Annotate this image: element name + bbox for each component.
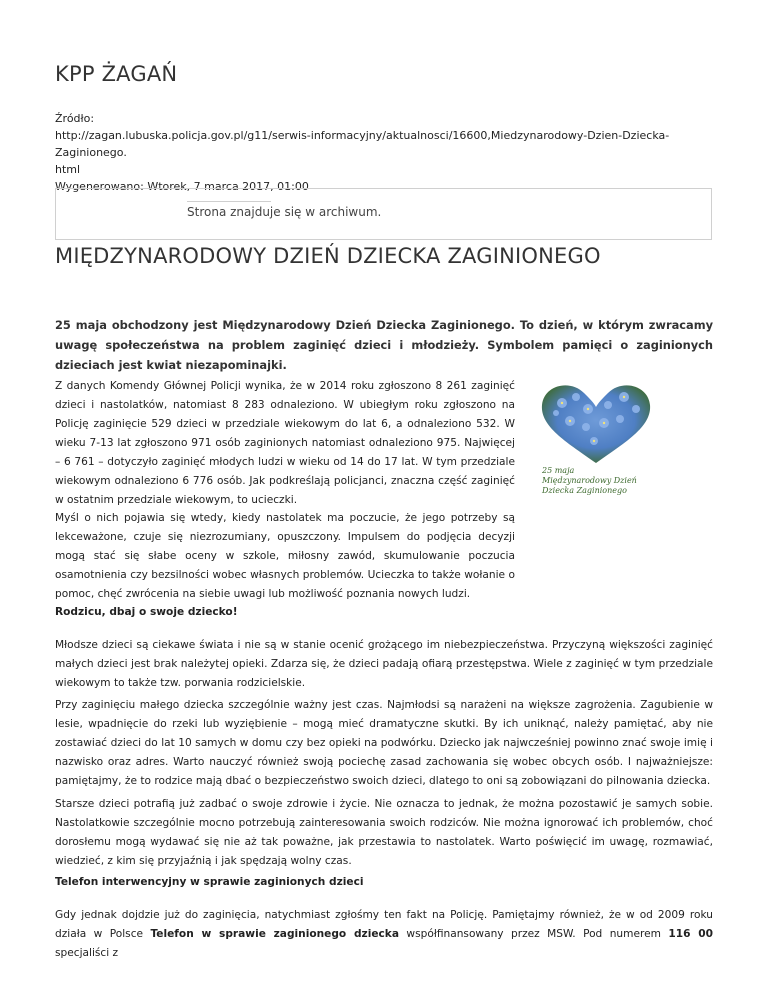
source-url-end[interactable]: html — [55, 163, 81, 176]
image-caption-line1: 25 maja — [542, 466, 575, 475]
paragraph-time-matters: Przy zaginięciu małego dziecka szczególnie ważny jest czas. Najmłodsi są narażeni na większe zagrożenia. Zagubienie w lesie, wpadnięcie do rzeki lub wyziębienie – mogą mieć dramatyczne skutki. By ich uniknąć, należy pamiętać, aby nie zostawiać dzieci do lat 10 samych w domu czy bez opieki na podwórku. Dziecko jak najwcześniej powinno znać swoje imię i nazwisko oraz adres. Warto nauczyć również swoją pociechę zasad zachowania się wobec obcych osób. I najważniejsze: pamiętajmy, że to rodzice mają dbać o bezpieczeństwo swoich dzieci, dlatego to oni są zobowiązani do pilnowania dziecka. — [55, 699, 713, 787]
paragraph-hotline — [55, 906, 713, 963]
hotline-text-c: współfinansowany przez MSW. Pod numerem — [399, 928, 669, 940]
forget-me-not-heart-image — [528, 377, 664, 501]
article-lead: 25 maja obchodzony jest Międzynarodowy Dzień Dziecka Zaginionego. To dzień, w którym zwracamy uwagę społeczeństwa na problem zaginięć dzieci i młodzieży. Symbolem pamięci o zaginionych dzieciach jest kwiat niezapominajki. — [55, 318, 713, 372]
hotline-text-a: Gdy jednak dojdzie już do zaginięcia, natychmiast zgłośmy ten fakt na Policję. Pamiętajmy również, że w od 2009 roku działa w Polsce — [55, 909, 713, 940]
source-label: Źródło: — [55, 112, 95, 125]
article-title: MIĘDZYNARODOWY DZIEŃ DZIECKA ZAGINIONEGO — [55, 244, 601, 268]
paragraph-young-children: Młodsze dzieci są ciekawe świata i nie są w stanie ocenić grożącego im niebezpieczeństwa. Przyczyną większości zaginięć małych dzieci jest brak należytej opieki. Zdarza się, że dzieci padają ofiarą przestępstwa. Wiele z zaginięć w tym przedziale wiekowym to także tzw. porwania rodzicielskie. — [55, 639, 713, 689]
image-caption-line3: Dziecka Zaginionego — [542, 486, 627, 495]
hotline-number: 116 00 — [668, 928, 713, 940]
image-caption-line2: Międzynarodowy Dzień — [542, 476, 637, 485]
archive-notice-box — [55, 188, 712, 240]
paragraph-statistics: Z danych Komendy Głównej Policji wynika, że w 2014 roku zgłoszono 8 261 zaginięć dzieci i nastolatków, natomiast 8 283 odnaleziono. W ubiegłym roku zgłoszono na Policję zaginięcie 529 dzieci w przedziale wiekowym do lat 6, a odnaleziono 532. W wieku 7-13 lat zgłoszono 971 osób zaginionych natomiast odnaleziono 975. Najwięcej – 6 761 – dotyczyło zaginięć młodych ludzi w wieku od 14 do 17 lat. W tym przedziale wiekowym odnaleziono 6 776 osób. Jak podkreślają policjanci, znaczna część zaginięć w ostatnim przedziale wiekowym, to ucieczki. — [55, 380, 515, 506]
hotline-name: Telefon w sprawie zaginionego dziecka — [150, 928, 399, 940]
subheading-parents: Rodzicu, dbaj o swoje dziecko! — [55, 606, 238, 618]
site-title: KPP ŻAGAŃ — [55, 62, 178, 86]
paragraph-escape: Myśl o nich pojawia się wtedy, kiedy nastolatek ma poczucie, że jego potrzeby są lekceważone, czuje się niezrozumiany, opuszczony. Impulsem do podjęcia decyzji mogą stać się słabe oceny w szkole, miłosny zawód, skumulowanie poczucia osamotnienia czy bezsilności wobec własnych problemów. Ucieczka to także wołanie o pomoc, chęć zwrócenia na siebie uwagi lub możliwość poznania nowych ludzi. — [55, 512, 515, 600]
divider — [187, 201, 271, 202]
source-meta — [55, 110, 725, 195]
subheading-hotline: Telefon interwencyjny w sprawie zaginionych dzieci — [55, 876, 364, 888]
paragraph-teenagers: Starsze dzieci potrafią już zadbać o swoje zdrowie i życie. Nie oznacza to jednak, że można pozostawić je samych sobie. Nastolatkowie szczególnie mocno potrzebują zainteresowania swoich rodziców. Nie można ignorować ich problemów, choć dorosłemu mogą wydawać się nie aż tak poważne, jak przestawia to nastolatek. Warto poświęcić im uwagę, rozmawiać, wiedzieć, z kim się przyjaźnią i jak spędzają wolny czas. — [55, 798, 713, 867]
generated-date: Wygenerowano: Wtorek, 7 marca 2017, 01:00 — [55, 180, 309, 193]
archive-notice: Strona znajduje się w archiwum. — [187, 205, 382, 219]
source-url[interactable]: http://zagan.lubuska.policja.gov.pl/g11/serwis-informacyjny/aktualnosci/16600,Miedzynarodowy-Dzien-Dziecka-Zaginionego. — [55, 129, 670, 159]
hotline-text-e: specjaliści z — [55, 947, 119, 959]
